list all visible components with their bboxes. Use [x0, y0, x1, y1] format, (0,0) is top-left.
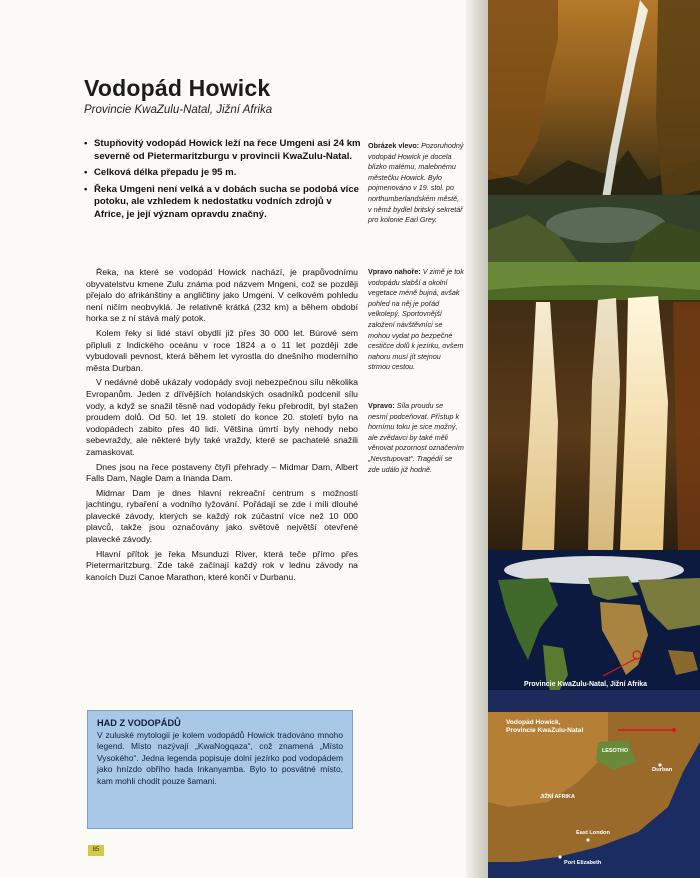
sidebar-box [87, 710, 353, 829]
body-paragraph: V nedávné době ukázaly vodopády svoji nebezpečnou sílu několika Evropanům. Jeden z dřívějších holandských osadníků podcenil sílu vody, a když se snažil těsně nad vodopády řeku přebrodit, byl stažen proudem dolů. Od 50. let 19. století do konce 20. století bylo na vodopádech zabito přes 40 lidí. Většina úmrtí byly nehody nebo sebevraždy, ale některé byly také vraždy, které se pachatelé snažili zamaskovat. [86, 377, 358, 457]
caption-text: V zimě je tok vodopádu slabší a okolní vegetace méně bujná, avšak pohled na něj je pořád velkolepý. Sportovnější založení návštěvníci se mohou vydat po bezpečné cestičce dolů k jezírku, ovšem nahoru musí jít stejnou strmou cestou. [368, 267, 464, 372]
map-label-east-london: East London [576, 830, 610, 836]
page-gutter [466, 0, 488, 878]
regional-map [488, 712, 700, 878]
page-number: 85 [88, 845, 104, 856]
map-label-lesotho: LESOTHO [602, 748, 629, 754]
caption-text: Síla proudu se nesmí podceňovat. Přístup k hornímu toku je sice možný, ale zvědavci by také měli věnovat pozornost označením „Nevstupovat“. Tragédií se zde událo již hodně. [368, 401, 464, 474]
fact-item: • Řeka Umgeni není velká a v dobách sucha se podobá více potoku, ale vzhledem k nedostatku vodních zdrojů v Africe, je její význam opravdu značný. [84, 184, 362, 222]
fact-item: • Stupňovitý vodopád Howick leží na řece Umgeni asi 24 km severně od Pietermaritzburgu v provincii KwaZulu-Natal. [84, 138, 362, 163]
body-paragraph: Dnes jsou na řece postaveny čtyři přehrady – Midmar Dam, Albert Falls Dam, Nagle Dam a Inanda Dam. [86, 461, 358, 484]
regional-map-callout: Vodopád Howick, Provincie KwaZulu-Natal [506, 719, 584, 734]
waterfall-illustration [488, 0, 700, 262]
map-label-south-africa: JIŽNÍ AFRIKA [540, 794, 575, 800]
body-paragraph: Kolem řeky si lidé staví obydlí již přes 30 000 let. Búrové sem připluli z Indického oceánu v roce 1824 a o 11 let později zde vybudovali pevnost, která během let vyrostla do dnešního moderního města Durban. [86, 327, 358, 373]
waterfall-illustration [488, 262, 700, 550]
map-label-durban: Durban [652, 767, 673, 773]
sidebar-box-text: V zuluské mytologii je kolem vodopádů Howick tradováno mnoho legend. Místo nazývají „KwaNogqaza“, což znamená „Místo Vysokého“. Jedna legenda popisuje dolní jezírko pod vodopádem jako hnízdo obřího hada Inkanyamba. Bylo to posvátné místo, kam mohli chodit pouze šamani. [97, 730, 343, 786]
body-paragraph: Řeka, na které se vodopád Howick nachází, je prapůvodnímu obyvatelstvu kmene Zulu známa pod názvem Mngeni, což se později přejalo do afrikánštiny a angličtiny jako Umgeni. V celkovém pohledu není ničím neobvyklá. Je relativně krátká (232 km) a během období horka se z ní stává malý potok. [86, 267, 358, 324]
caption-top-right-photo [368, 267, 464, 373]
key-facts-list [84, 138, 362, 226]
waterfall-photo-left [488, 0, 700, 262]
body-text [86, 267, 358, 586]
world-map [488, 550, 700, 712]
page-title: Vodopád Howick [84, 75, 271, 101]
body-paragraph: Midmar Dam je dnes hlavní rekreační centrum s možností jachtingu, rybaření a vodního lyžování. Pořádají se zde i míli dlouhé plavecké závody, kterých se každý rok zúčastní více než 10 000 plavců, takže jsou označovány jako světově největší otevřené plavecké závody. [86, 487, 358, 545]
regional-map-illustration [488, 712, 700, 878]
sidebar-box-title: HAD Z VODOPÁDŮ [97, 718, 181, 728]
caption-label: Obrázek vlevo: [368, 141, 420, 150]
world-map-label: Provincie KwaZulu-Natal, Jižní Afrika [524, 681, 648, 688]
body-paragraph: Hlavní přítok je řeka Msunduzi River, která teče přímo přes Pietermaritzburg. Zde také začínají každý rok v lednu závody na kanoích Duzi Canoe Marathon, které končí v Durbanu. [86, 548, 358, 582]
caption-label: Vpravo nahoře: [368, 267, 421, 276]
waterfall-photo-right [488, 262, 700, 550]
map-label-port-elizabeth: Port Elizabeth [564, 860, 602, 866]
page-subtitle: Provincie KwaZulu-Natal, Jižní Afrika [84, 104, 273, 116]
caption-label: Vpravo: [368, 401, 395, 410]
caption-text: Pozoruhodný vodopád Howick je docela blízko malému, malebnému městečku Howick. Bylo pojmenováno v 19. stol. po northumberlandském městě, v němž bydlel britský sekretář pro kolonie Earl Grey. [368, 141, 464, 225]
caption-right-photo [368, 401, 464, 475]
caption-left-photo [368, 141, 464, 226]
fact-item: • Celková délka přepadu je 95 m. [84, 167, 362, 180]
